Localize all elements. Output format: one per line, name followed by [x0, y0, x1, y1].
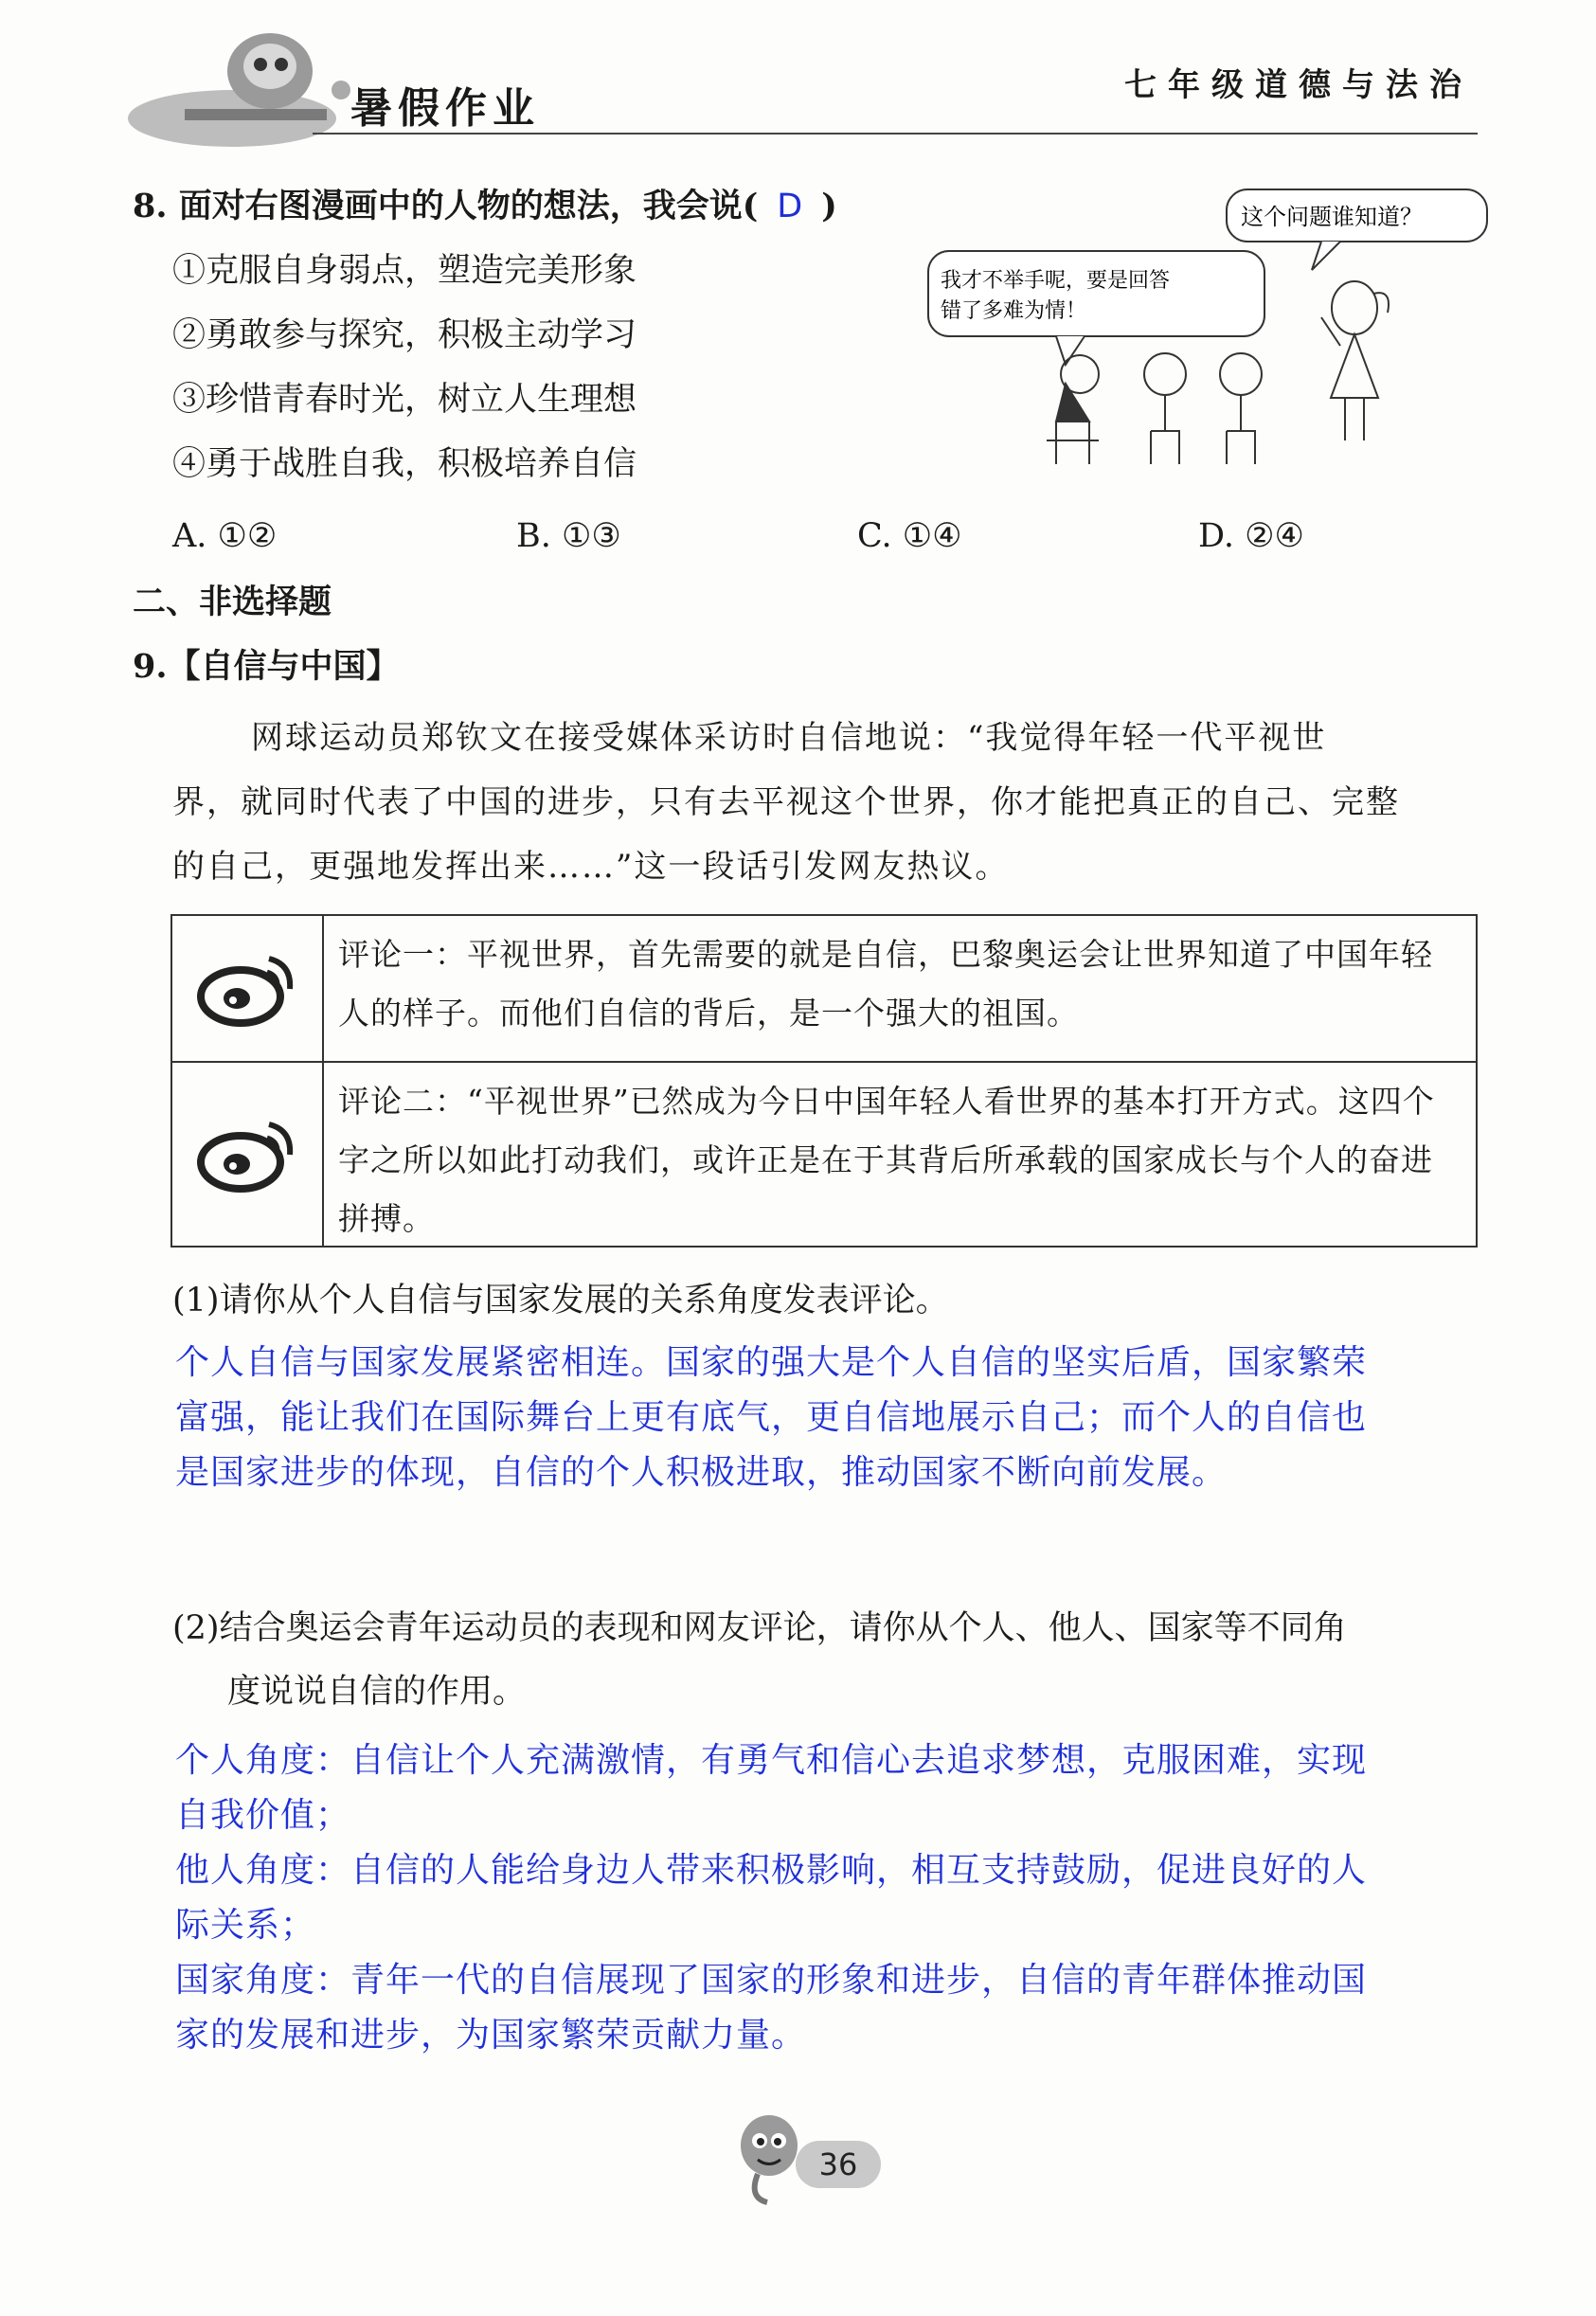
- subject-title: 七年级道德与法治: [1124, 66, 1473, 104]
- comment-row: [172, 916, 1476, 1063]
- book-title: 暑假作业: [350, 84, 540, 133]
- weibo-icon: [195, 1117, 299, 1193]
- page-number: 36: [796, 2141, 881, 2188]
- q8-option-c: C. ①④: [857, 517, 962, 555]
- q8-item-3: ③珍惜青春时光，树立人生理想: [172, 381, 637, 419]
- q8-option-b: B. ①③: [516, 517, 621, 555]
- q9-sub2-answer-line: 个人角度：自信让个人充满激情，有勇气和信心去追求梦想，克服困难，实现: [175, 1741, 1368, 1780]
- q8-stem-text: 8. 面对右图漫画中的人物的想法，我会说(: [133, 187, 759, 225]
- q9-sub1-answer-line: 富强，能让我们在国际舞台上更有底气，更自信地展示自己；而个人的自信也: [175, 1398, 1368, 1437]
- header-divider: [313, 133, 1478, 135]
- q9-sub2-answer-line: 自我价值；: [175, 1796, 351, 1835]
- weibo-icon-cell: [172, 1063, 324, 1246]
- q9-sub2-answer-line: 他人角度：自信的人能给身边人带来积极影响，相互支持鼓励，促进良好的人: [175, 1851, 1368, 1890]
- q8-item-1: ①克服自身弱点，塑造完美形象: [172, 252, 637, 290]
- q9-sub2-answer-line: 国家角度：青年一代的自信展现了国家的形象和进步，自信的青年群体推动国: [175, 1961, 1368, 2000]
- q8-answer: D: [777, 188, 803, 225]
- q9-sub1-answer-line: 个人自信与国家发展紧密相连。国家的强大是个人自信的坚实后盾，国家繁荣: [175, 1343, 1368, 1382]
- q9-sub2-question-line-1: (2)结合奥运会青年运动员的表现和网友评论，请你从个人、他人、国家等不同角: [172, 1609, 1347, 1647]
- q8-item-2: ②勇敢参与探究，积极主动学习: [172, 316, 637, 354]
- q9-sub2-question-line-2: 度说说自信的作用。: [227, 1673, 527, 1711]
- q9-sub1-question: (1)请你从个人自信与国家发展的关系角度发表评论。: [172, 1282, 949, 1320]
- q8-option-d: D. ②④: [1198, 517, 1304, 555]
- classroom-cartoon: [924, 185, 1492, 478]
- comment-table: [170, 914, 1478, 1248]
- q9-sub2-answer-line: 际关系；: [175, 1906, 316, 1945]
- q9-paragraph-line-1: 网球运动员郑钦文在接受媒体采访时自信地说：“我觉得年轻一代平视世: [251, 719, 1327, 757]
- q8-stem: [133, 187, 837, 226]
- q9-title: 9.【自信与中国】: [133, 647, 400, 686]
- q8-option-a: A. ①②: [172, 517, 278, 555]
- student-bubble-line-1: 我才不举手呢，要是回答: [941, 269, 1171, 293]
- weibo-icon-cell: [172, 916, 324, 1061]
- comment-1-text: 评论一：平视世界，首先需要的就是自信，巴黎奥运会让世界知道了中国年轻人的样子。而他们自信的背后，是一个强大的祖国。: [338, 936, 1433, 1032]
- weibo-icon: [195, 951, 299, 1027]
- header-robot-illustration: [128, 19, 365, 161]
- section-2-title: 二、非选择题: [133, 583, 332, 621]
- teacher-bubble-text: 这个问题谁知道？: [1241, 204, 1423, 230]
- comment-row: [172, 1063, 1476, 1246]
- q9-sub1-answer-line: 是国家进步的体现，自信的个人积极进取，推动国家不断向前发展。: [175, 1453, 1228, 1492]
- comment-2-text: 评论二：“平视世界”已然成为今日中国年轻人看世界的基本打开方式。这四个字之所以如此打动我们，或许正是在于其背后所承载的国家成长与个人的奋进拼搏。: [338, 1083, 1435, 1237]
- q9-sub2-answer-line: 家的发展和进步，为国家繁荣贡献力量。: [175, 2016, 807, 2055]
- q9-paragraph-line-3: 的自己，更强地发挥出来……”这一段话引发网友热议。: [172, 848, 1010, 886]
- q8-close-paren: ): [821, 187, 837, 225]
- q9-paragraph-line-2: 界，就同时代表了中国的进步，只有去平视这个世界，你才能把真正的自己、完整: [172, 783, 1400, 821]
- student-bubble-line-2: 错了多难为情！: [941, 299, 1087, 323]
- footer-mascot-illustration: [729, 2108, 805, 2212]
- q8-item-4: ④勇于战胜自我，积极培养自信: [172, 445, 637, 483]
